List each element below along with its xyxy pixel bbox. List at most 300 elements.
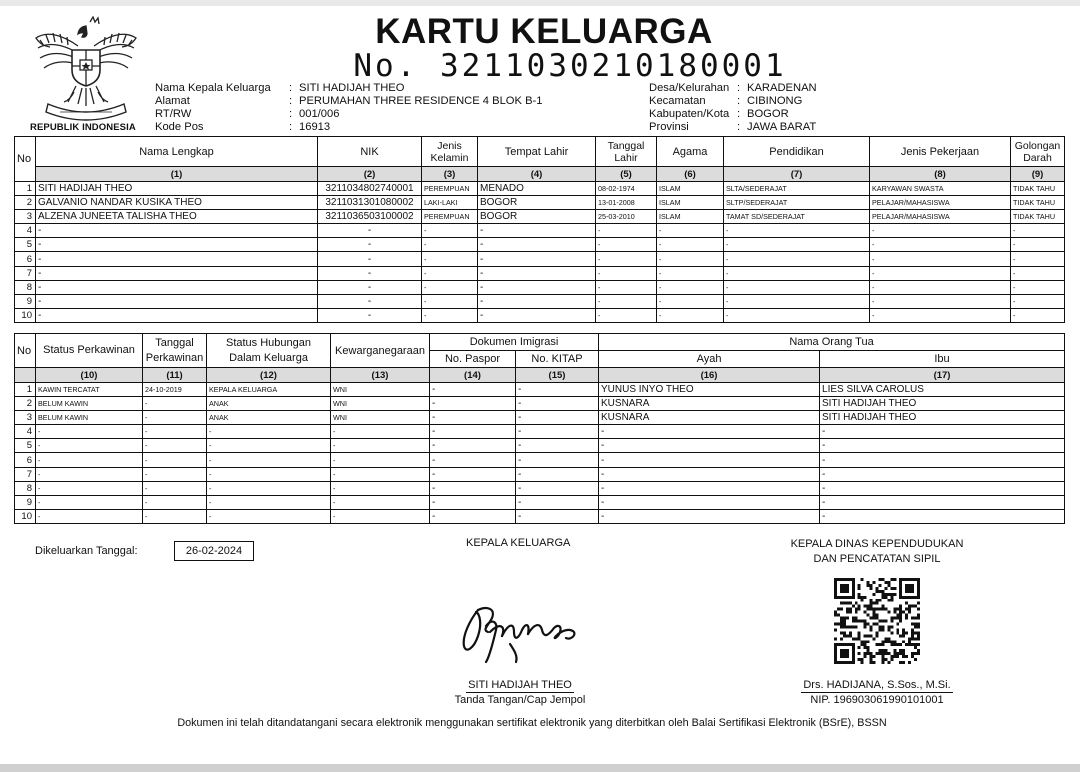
- table-cell: 2: [15, 196, 36, 210]
- table-cell: -: [207, 467, 331, 481]
- table-cell: TIDAK TAHU: [1011, 182, 1065, 196]
- table-cell: ISLAM: [657, 182, 724, 196]
- column-header: Status Perkawinan: [36, 334, 143, 368]
- table-cell: LAKI-LAKI: [422, 196, 478, 210]
- table-cell: -: [478, 280, 596, 294]
- column-number: [15, 368, 36, 383]
- table-cell: -: [478, 252, 596, 266]
- table-cell: -: [657, 266, 724, 280]
- info-value: KARADENAN: [747, 82, 817, 94]
- table-cell: 3211036503100002: [318, 210, 422, 224]
- table-cell: BOGOR: [478, 196, 596, 210]
- table-cell: -: [430, 481, 516, 495]
- document-title: KARTU KELUARGA: [375, 12, 713, 51]
- column-header: Tempat Lahir: [478, 137, 596, 167]
- table-cell: -: [207, 453, 331, 467]
- table-cell: 24-10-2019: [143, 383, 207, 397]
- table-cell: -: [36, 425, 143, 439]
- table-cell: -: [516, 481, 599, 495]
- table-cell: -: [36, 280, 318, 294]
- info-row: Kode Pos : 16913: [155, 121, 331, 133]
- table-cell: -: [478, 294, 596, 308]
- column-header: Pendidikan: [724, 137, 870, 167]
- table-cell: -: [36, 266, 318, 280]
- table-cell: -: [724, 280, 870, 294]
- column-header: Tanggal Lahir: [596, 137, 657, 167]
- column-header: Tanggal Perkawinan: [143, 334, 207, 368]
- table-cell: -: [318, 252, 422, 266]
- table-cell: KAWIN TERCATAT: [36, 383, 143, 397]
- column-header: Ayah: [599, 351, 820, 368]
- table-cell: WNI: [331, 397, 430, 411]
- top-edge: [0, 0, 1080, 6]
- column-number: (1): [36, 167, 318, 182]
- table-cell: WNI: [331, 383, 430, 397]
- table-cell: 25-03-2010: [596, 210, 657, 224]
- column-number: (2): [318, 167, 422, 182]
- info-row: Provinsi : JAWA BARAT: [649, 121, 817, 133]
- table-cell: -: [657, 238, 724, 252]
- table-cell: 3: [15, 411, 36, 425]
- table-cell: -: [820, 425, 1065, 439]
- table-cell: -: [596, 224, 657, 238]
- table-cell: -: [36, 308, 318, 322]
- signer1-caption: Tanda Tangan/Cap Jempol: [454, 694, 586, 706]
- table-cell: -: [657, 294, 724, 308]
- table-cell: WNI: [331, 411, 430, 425]
- info-label: Provinsi: [649, 121, 689, 133]
- table-cell: LIES SILVA CAROLUS: [820, 383, 1065, 397]
- table-cell: -: [143, 495, 207, 509]
- column-number: (8): [870, 167, 1011, 182]
- table-cell: -: [599, 467, 820, 481]
- table-cell: KUSNARA: [599, 411, 820, 425]
- signer2-nip: NIP. 196903061990101001: [810, 694, 944, 706]
- table-cell: -: [657, 308, 724, 322]
- table-cell: -: [143, 439, 207, 453]
- table-row: [15, 252, 1065, 266]
- table-row: [15, 481, 1065, 495]
- table-cell: -: [207, 495, 331, 509]
- table-cell: -: [430, 467, 516, 481]
- table-cell: -: [516, 467, 599, 481]
- table-cell: -: [422, 224, 478, 238]
- signer-kepala-keluarga: [452, 678, 588, 707]
- table-row: [15, 453, 1065, 467]
- table-cell: -: [430, 495, 516, 509]
- table-cell: -: [36, 439, 143, 453]
- table-cell: -: [430, 383, 516, 397]
- table-row: [15, 224, 1065, 238]
- table-cell: -: [430, 439, 516, 453]
- table-cell: 7: [15, 467, 36, 481]
- table-cell: 5: [15, 439, 36, 453]
- table-cell: KUSNARA: [599, 397, 820, 411]
- info-value: BOGOR: [747, 108, 789, 120]
- bottom-edge: [0, 764, 1080, 772]
- table-cell: -: [599, 453, 820, 467]
- table-row: [15, 411, 1065, 425]
- table-cell: -: [36, 224, 318, 238]
- info-label: RT/RW: [155, 108, 192, 120]
- table-cell: -: [820, 439, 1065, 453]
- table-cell: YUNUS INYO THEO: [599, 383, 820, 397]
- table-cell: -: [36, 252, 318, 266]
- table-cell: -: [516, 425, 599, 439]
- table-cell: -: [478, 238, 596, 252]
- column-number: (4): [478, 167, 596, 182]
- table-cell: -: [318, 294, 422, 308]
- table-cell: 1: [15, 383, 36, 397]
- table-cell: 08-02-1974: [596, 182, 657, 196]
- signer-kepala-dinas: [780, 678, 974, 707]
- signer2-name: Drs. HADIJANA, S.Sos., M.Si.: [803, 679, 951, 691]
- table-cell: -: [143, 453, 207, 467]
- table-row: [15, 383, 1065, 397]
- table-cell: TAMAT SD/SEDERAJAT: [724, 210, 870, 224]
- table-cell: ALZENA JUNEETA TALISHA THEO: [36, 210, 318, 224]
- table-cell: 4: [15, 224, 36, 238]
- table-cell: -: [657, 252, 724, 266]
- table-cell: PELAJAR/MAHASISWA: [870, 196, 1011, 210]
- table-row: [15, 397, 1065, 411]
- info-row: Kecamatan : CIBINONG: [649, 95, 803, 107]
- info-label: Nama Kepala Keluarga: [155, 82, 271, 94]
- table-cell: -: [143, 397, 207, 411]
- table-cell: -: [516, 383, 599, 397]
- column-number: (7): [724, 167, 870, 182]
- table-header-row: [15, 334, 1065, 351]
- info-label: Desa/Kelurahan: [649, 82, 730, 94]
- table-cell: -: [724, 308, 870, 322]
- table-cell: -: [516, 397, 599, 411]
- table-cell: -: [724, 238, 870, 252]
- table-cell: -: [318, 308, 422, 322]
- column-header: Status Hubungan Dalam Keluarga: [207, 334, 331, 368]
- table-cell: -: [422, 252, 478, 266]
- info-label: Kabupaten/Kota: [649, 108, 730, 120]
- table-cell: SITI HADIJAH THEO: [36, 182, 318, 196]
- info-value: 001/006: [299, 108, 340, 120]
- kepala-dinas-label: [770, 537, 984, 567]
- info-row: Kabupaten/Kota : BOGOR: [649, 108, 789, 120]
- table-cell: -: [599, 495, 820, 509]
- table-cell: -: [599, 425, 820, 439]
- column-header: Golongan Darah: [1011, 137, 1065, 167]
- table-cell: -: [516, 411, 599, 425]
- info-row: Alamat : PERUMAHAN THREE RESIDENCE 4 BLOK B-1: [155, 95, 543, 107]
- table-cell: -: [331, 509, 430, 523]
- table-cell: -: [870, 252, 1011, 266]
- table-cell: 6: [15, 453, 36, 467]
- table-row: [15, 467, 1065, 481]
- table-cell: -: [596, 308, 657, 322]
- table-cell: 7: [15, 266, 36, 280]
- table-cell: -: [478, 266, 596, 280]
- table-cell: -: [430, 453, 516, 467]
- right-info-block: [649, 82, 817, 134]
- table-cell: -: [870, 280, 1011, 294]
- table-cell: PEREMPUAN: [422, 182, 478, 196]
- left-info-block: [155, 82, 543, 134]
- table-cell: -: [318, 266, 422, 280]
- table-cell: 10: [15, 308, 36, 322]
- issued-date-value: 26-02-2024: [174, 541, 254, 561]
- family-status-table: [14, 333, 1065, 524]
- column-number: (17): [820, 368, 1065, 383]
- table-row: [15, 425, 1065, 439]
- electronic-signature-note: Dokumen ini telah ditandatangani secara elektronik menggunakan sertifikat elektronik yang diterbitkan oleh Balai Sertifikasi Elektronik (BSrE), BSSN: [177, 717, 887, 729]
- table-cell: SITI HADIJAH THEO: [820, 397, 1065, 411]
- table-cell: -: [143, 509, 207, 523]
- table-row: [15, 495, 1065, 509]
- family-members-table: [14, 136, 1065, 323]
- table-cell: -: [318, 280, 422, 294]
- column-header: Dokumen Imigrasi: [430, 334, 599, 351]
- column-number: (11): [143, 368, 207, 383]
- table-cell: ISLAM: [657, 196, 724, 210]
- info-value: CIBINONG: [747, 95, 803, 107]
- republik-indonesia-label: REPUBLIK INDONESIA: [30, 122, 136, 133]
- table-cell: -: [422, 308, 478, 322]
- kepala-dinas-line1: KEPALA DINAS KEPENDUDUKAN: [790, 538, 964, 550]
- table-cell: 10: [15, 509, 36, 523]
- table-cell: TIDAK TAHU: [1011, 210, 1065, 224]
- column-number-row: [15, 167, 1065, 182]
- table-row: [15, 210, 1065, 224]
- table-cell: SLTP/SEDERAJAT: [724, 196, 870, 210]
- column-number-row: [15, 368, 1065, 383]
- kepala-keluarga-label: KEPALA KELUARGA: [466, 537, 571, 549]
- table-cell: -: [599, 509, 820, 523]
- table-cell: -: [331, 453, 430, 467]
- table-cell: BOGOR: [478, 210, 596, 224]
- table-cell: -: [820, 453, 1065, 467]
- info-value: PERUMAHAN THREE RESIDENCE 4 BLOK B-1: [299, 95, 543, 107]
- table-cell: 8: [15, 280, 36, 294]
- table-cell: -: [516, 509, 599, 523]
- table-cell: -: [599, 439, 820, 453]
- table-row: [15, 294, 1065, 308]
- column-number: (9): [1011, 167, 1065, 182]
- table-cell: -: [143, 481, 207, 495]
- table-cell: -: [422, 238, 478, 252]
- table-cell: -: [724, 294, 870, 308]
- table-cell: -: [331, 439, 430, 453]
- table-cell: -: [207, 481, 331, 495]
- table-row: [15, 509, 1065, 523]
- table-row: [15, 439, 1065, 453]
- table-cell: 2: [15, 397, 36, 411]
- info-label: Kode Pos: [155, 121, 204, 133]
- table-cell: -: [516, 439, 599, 453]
- table-cell: 3: [15, 210, 36, 224]
- table-cell: 1: [15, 182, 36, 196]
- table-cell: 3211034802740001: [318, 182, 422, 196]
- table-row: [15, 238, 1065, 252]
- info-value: JAWA BARAT: [747, 121, 817, 133]
- table-cell: ISLAM: [657, 210, 724, 224]
- column-header: Ibu: [820, 351, 1065, 368]
- table-cell: -: [657, 224, 724, 238]
- table-cell: -: [596, 280, 657, 294]
- table-cell: -: [331, 425, 430, 439]
- info-row: RT/RW : 001/006: [155, 108, 340, 120]
- table-cell: ANAK: [207, 397, 331, 411]
- table-cell: -: [596, 238, 657, 252]
- table-cell: TIDAK TAHU: [1011, 196, 1065, 210]
- table-cell: 9: [15, 294, 36, 308]
- table-cell: -: [422, 294, 478, 308]
- kepala-dinas-line2: DAN PENCATATAN SIPIL: [813, 553, 941, 565]
- table-cell: -: [1011, 308, 1065, 322]
- table-cell: -: [430, 509, 516, 523]
- table-cell: -: [143, 425, 207, 439]
- info-row: Desa/Kelurahan : KARADENAN: [649, 82, 817, 94]
- table-cell: -: [478, 308, 596, 322]
- column-header: No. KITAP: [516, 351, 599, 368]
- table-cell: MENADO: [478, 182, 596, 196]
- table-cell: BELUM KAWIN: [36, 397, 143, 411]
- table-row: [15, 182, 1065, 196]
- document-number: No. 3211030210180001: [353, 48, 787, 84]
- column-header: Kewarganegaraan: [331, 334, 430, 368]
- table-cell: -: [422, 266, 478, 280]
- table-cell: -: [207, 425, 331, 439]
- table-cell: -: [1011, 238, 1065, 252]
- table-cell: -: [1011, 294, 1065, 308]
- qr-code: [834, 578, 920, 664]
- column-number: (10): [36, 368, 143, 383]
- table-cell: 5: [15, 238, 36, 252]
- column-number: (3): [422, 167, 478, 182]
- info-value: 16913: [299, 121, 331, 133]
- column-number: (16): [599, 368, 820, 383]
- column-number: (15): [516, 368, 599, 383]
- table-cell: -: [1011, 252, 1065, 266]
- table-cell: -: [430, 425, 516, 439]
- table-cell: -: [207, 509, 331, 523]
- table-row: [15, 308, 1065, 322]
- table-cell: -: [516, 495, 599, 509]
- table-cell: -: [430, 411, 516, 425]
- table-cell: -: [724, 252, 870, 266]
- column-header: Nama Lengkap: [36, 137, 318, 167]
- table-row: [15, 266, 1065, 280]
- table-cell: -: [1011, 280, 1065, 294]
- table-cell: -: [143, 411, 207, 425]
- table-cell: -: [1011, 266, 1065, 280]
- table-cell: -: [207, 439, 331, 453]
- table-cell: SLTA/SEDERAJAT: [724, 182, 870, 196]
- column-header: NIK: [318, 137, 422, 167]
- column-header: Agama: [657, 137, 724, 167]
- column-header: No: [15, 334, 36, 368]
- table-cell: -: [331, 481, 430, 495]
- table-cell: -: [36, 509, 143, 523]
- table-cell: -: [36, 453, 143, 467]
- table-cell: KEPALA KELUARGA: [207, 383, 331, 397]
- table-cell: -: [36, 238, 318, 252]
- column-number: (5): [596, 167, 657, 182]
- handwritten-signature: [456, 596, 588, 664]
- table-cell: -: [724, 224, 870, 238]
- table-cell: ANAK: [207, 411, 331, 425]
- table-cell: -: [870, 266, 1011, 280]
- table-cell: -: [870, 308, 1011, 322]
- table-cell: 9: [15, 495, 36, 509]
- column-header: Jenis Pekerjaan: [870, 137, 1011, 167]
- issued-date-label: Dikeluarkan Tanggal:: [35, 545, 138, 557]
- table-cell: -: [36, 294, 318, 308]
- table-cell: -: [724, 266, 870, 280]
- column-number: (6): [657, 167, 724, 182]
- info-row: Nama Kepala Keluarga : SITI HADIJAH THEO: [155, 82, 405, 94]
- table-cell: -: [36, 481, 143, 495]
- table-cell: KARYAWAN SWASTA: [870, 182, 1011, 196]
- table-cell: -: [820, 481, 1065, 495]
- column-number: (13): [331, 368, 430, 383]
- table-cell: -: [422, 280, 478, 294]
- table-cell: GALVANIO NANDAR KUSIKA THEO: [36, 196, 318, 210]
- table-cell: -: [1011, 224, 1065, 238]
- table-row: [15, 280, 1065, 294]
- table-cell: -: [870, 224, 1011, 238]
- table-cell: 6: [15, 252, 36, 266]
- table-cell: BELUM KAWIN: [36, 411, 143, 425]
- table-cell: -: [870, 294, 1011, 308]
- table-cell: -: [331, 495, 430, 509]
- table-cell: -: [318, 238, 422, 252]
- table-cell: -: [596, 266, 657, 280]
- column-number: (12): [207, 368, 331, 383]
- column-header: Jenis Kelamin: [422, 137, 478, 167]
- table-cell: -: [318, 224, 422, 238]
- column-number: (14): [430, 368, 516, 383]
- table-cell: 3211031301080002: [318, 196, 422, 210]
- table-cell: SITI HADIJAH THEO: [820, 411, 1065, 425]
- table-cell: -: [596, 294, 657, 308]
- table-cell: 13-01-2008: [596, 196, 657, 210]
- table-cell: PELAJAR/MAHASISWA: [870, 210, 1011, 224]
- table-cell: -: [331, 467, 430, 481]
- table-header-row: [15, 137, 1065, 167]
- table-cell: -: [596, 252, 657, 266]
- table-cell: 4: [15, 425, 36, 439]
- table-cell: -: [820, 467, 1065, 481]
- signer1-name: SITI HADIJAH THEO: [468, 679, 572, 691]
- info-value: SITI HADIJAH THEO: [299, 82, 405, 94]
- info-label: Alamat: [155, 95, 190, 107]
- table-cell: -: [143, 467, 207, 481]
- table-cell: -: [657, 280, 724, 294]
- table-cell: -: [478, 224, 596, 238]
- table-cell: -: [36, 495, 143, 509]
- table-cell: -: [820, 509, 1065, 523]
- column-header: Nama Orang Tua: [599, 334, 1065, 351]
- table-cell: PEREMPUAN: [422, 210, 478, 224]
- column-header: No. Paspor: [430, 351, 516, 368]
- table-cell: -: [516, 453, 599, 467]
- column-header: No: [15, 137, 36, 182]
- table-cell: -: [870, 238, 1011, 252]
- table-cell: -: [820, 495, 1065, 509]
- table-cell: 8: [15, 481, 36, 495]
- table-cell: -: [36, 467, 143, 481]
- table-cell: -: [599, 481, 820, 495]
- table-row: [15, 196, 1065, 210]
- table-cell: -: [430, 397, 516, 411]
